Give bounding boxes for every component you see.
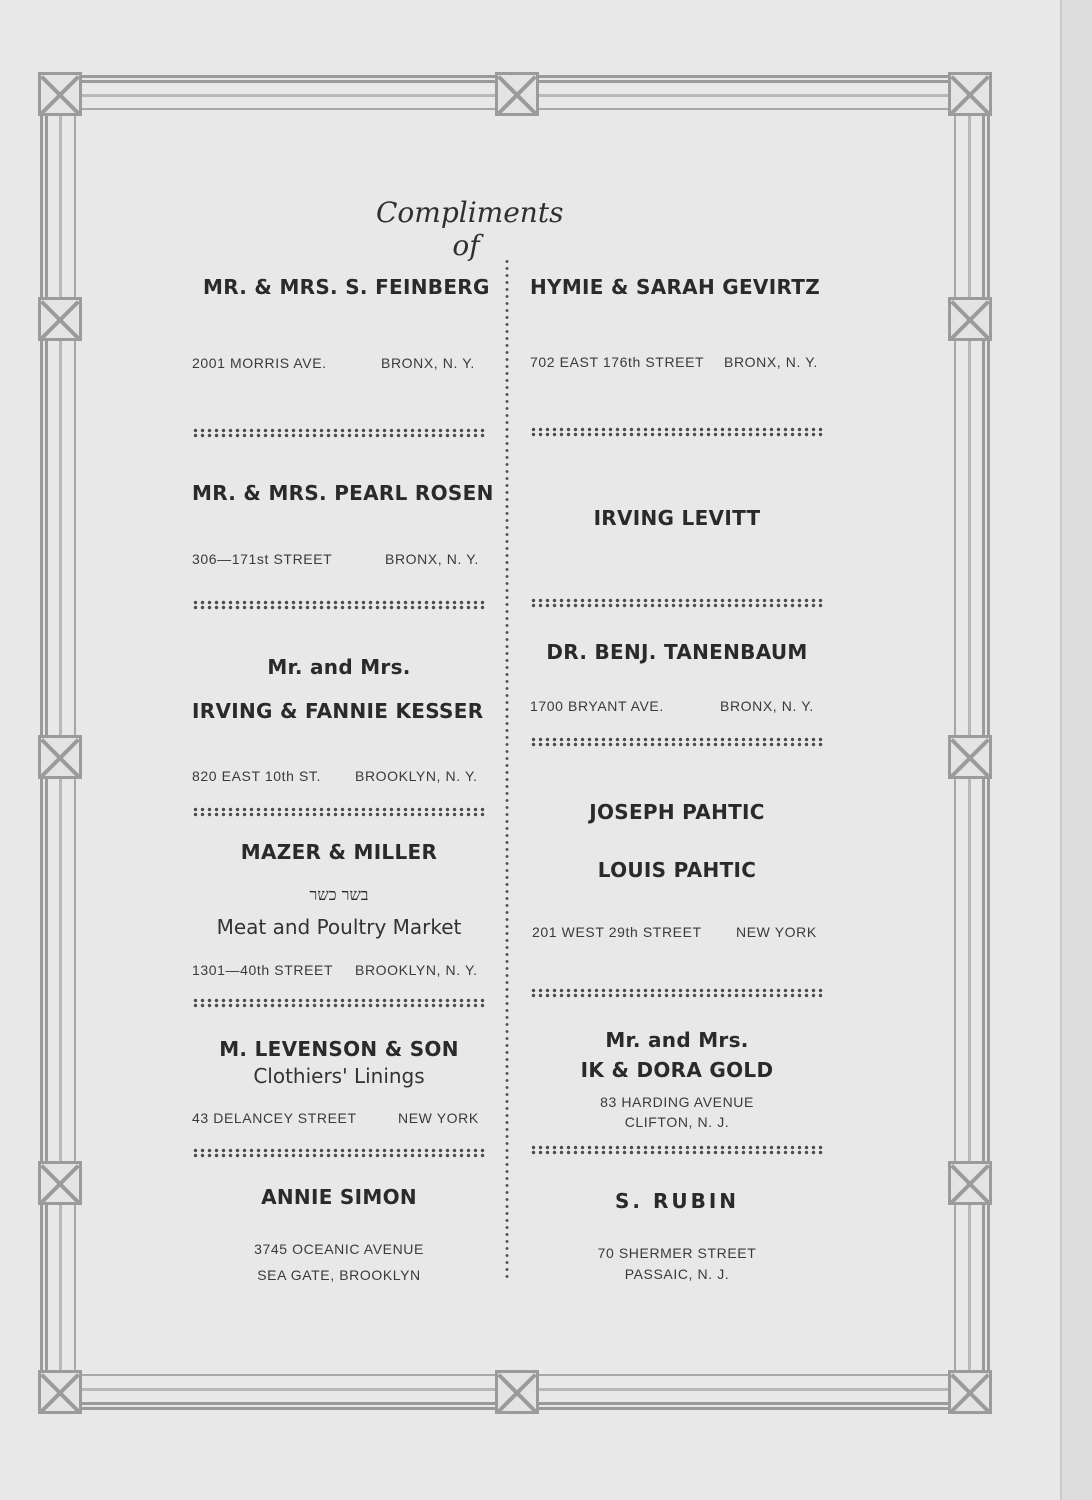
right-separator-4 (530, 988, 824, 998)
pahtic-street: 201 WEST 29th STREET (532, 924, 702, 940)
left-separator-5 (192, 1148, 486, 1158)
feinberg-street: 2001 MORRIS AVE. (192, 355, 327, 371)
gold-title: Mr. and Mrs. (605, 1028, 749, 1052)
gevirtz-street: 702 EAST 176th STREET (530, 354, 705, 370)
left-separator-4 (192, 998, 486, 1008)
paper-edge (1062, 0, 1092, 1500)
mazer-street: 1301—40th STREET (192, 962, 334, 978)
frame-knot-top-right-icon (948, 72, 992, 116)
rubin-name: S. RUBIN (614, 1189, 740, 1213)
frame-knot-bottom-left-icon (38, 1370, 82, 1414)
gold-street: 83 HARDING AVENUE (600, 1094, 754, 1110)
pahtic-name-2: LOUIS PAHTIC (597, 858, 757, 882)
tanenbaum-city: BRONX, N. Y. (720, 698, 814, 714)
page-heading: Compliments of (376, 196, 564, 262)
frame-knot-bottom-center-icon (495, 1370, 539, 1414)
left-separator-1 (192, 428, 486, 438)
frame-knot-right-middle-icon (948, 735, 992, 779)
gevirtz-name: HYMIE & SARAH GEVIRTZ (530, 275, 821, 299)
levenson-street: 43 DELANCEY STREET (192, 1110, 357, 1126)
rosen-name: MR. & MRS. PEARL ROSEN (192, 481, 494, 505)
gold-name: IK & DORA GOLD (580, 1058, 774, 1082)
column-divider (503, 258, 511, 1280)
mazer-business: Meat and Poultry Market (216, 915, 462, 939)
levenson-business: Clothiers' Linings (253, 1064, 425, 1088)
frame-knot-bottom-right-icon (948, 1370, 992, 1414)
rubin-city: PASSAIC, N. J. (624, 1266, 730, 1282)
feinberg-city: BRONX, N. Y. (381, 355, 475, 371)
right-separator-1 (530, 427, 824, 437)
frame-knot-left-middle-icon (38, 735, 82, 779)
kesser-city: BROOKLYN, N. Y. (355, 768, 478, 784)
feinberg-name: MR. & MRS. S. FEINBERG (203, 275, 490, 299)
right-separator-5 (530, 1145, 824, 1155)
frame-knot-left-lower-icon (38, 1161, 82, 1205)
simon-street: 3745 OCEANIC AVENUE (254, 1241, 424, 1257)
levitt-name: IRVING LEVITT (593, 506, 761, 530)
gold-city: CLIFTON, N. J. (624, 1114, 730, 1130)
mazer-hebrew: בשר כשר (309, 885, 369, 904)
right-separator-2 (530, 598, 824, 608)
kesser-name: IRVING & FANNIE KESSER (192, 699, 484, 723)
right-separator-3 (530, 737, 824, 747)
mazer-name: MAZER & MILLER (240, 840, 438, 864)
rosen-street: 306—171st STREET (192, 551, 333, 567)
frame-knot-right-upper-icon (948, 297, 992, 341)
kesser-title: Mr. and Mrs. (267, 655, 411, 679)
pahtic-city: NEW YORK (736, 924, 817, 940)
rosen-city: BRONX, N. Y. (385, 551, 479, 567)
levenson-city: NEW YORK (398, 1110, 479, 1126)
tanenbaum-name: DR. BENJ. TANENBAUM (546, 640, 808, 664)
frame-knot-top-left-icon (38, 72, 82, 116)
paper-fold (1060, 0, 1062, 1500)
gevirtz-city: BRONX, N. Y. (724, 354, 818, 370)
tanenbaum-street: 1700 BRYANT AVE. (530, 698, 664, 714)
frame-knot-top-center-icon (495, 72, 539, 116)
simon-name: ANNIE SIMON (261, 1185, 417, 1209)
frame-knot-right-lower-icon (948, 1161, 992, 1205)
kesser-street: 820 EAST 10th ST. (192, 768, 322, 784)
mazer-city: BROOKLYN, N. Y. (355, 962, 478, 978)
left-separator-3 (192, 807, 486, 817)
left-separator-2 (192, 600, 486, 610)
rubin-street: 70 SHERMER STREET (597, 1245, 757, 1261)
levenson-name: M. LEVENSON & SON (219, 1037, 459, 1061)
simon-city: SEA GATE, BROOKLYN (257, 1267, 421, 1283)
pahtic-name-1: JOSEPH PAHTIC (589, 800, 765, 824)
frame-knot-left-upper-icon (38, 297, 82, 341)
